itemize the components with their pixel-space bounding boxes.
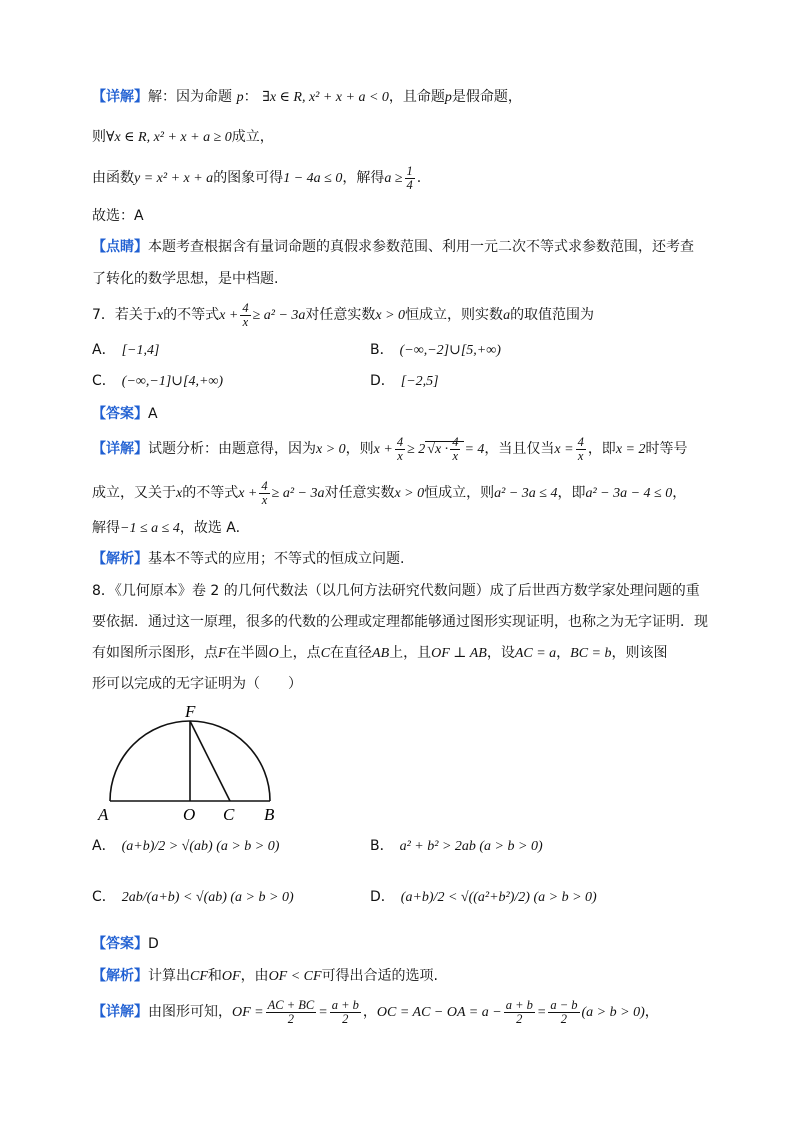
sqrt: √x · $\frac{4}{x}$ <box>425 441 464 457</box>
q8-stem-line-4: 形可以完成的无字证明为（ ） <box>92 676 302 692</box>
q7-answer: 【答案】A <box>92 406 158 422</box>
q7-detail-line-1: 【详解】试题分析：由题意得，因为x > 0，则x + $\frac{4}{x}$ ≥ 2 √x · $\frac{4}{x}$ = 4，当且仅当x = $\frac{4}{x}$ ，即x = 2时等号 <box>92 434 688 464</box>
q8-stem-line-3: 有如图所示图形，点F在半圆O上，点C在直径AB上，且OF ⊥ AB，设AC = a，BC = b，则该图 <box>92 645 668 661</box>
q7-option-a: A． [−1,4] <box>92 342 160 358</box>
detail-tag: 【详解】 <box>92 1004 148 1020</box>
q8-option-a: A． (a+b)/2 > √(ab) (a > b > 0) <box>92 838 280 854</box>
q7-analysis: 【解析】基本不等式的应用；不等式的恒成立问题. <box>92 551 405 567</box>
q8-answer: 【答案】D <box>92 936 159 952</box>
fraction: $\frac{1}{4}$ <box>406 163 413 192</box>
answer-tag: 【答案】 <box>92 406 148 422</box>
fraction: $\frac{a - b}{2}$ <box>550 997 578 1026</box>
p6-dianjing-line-2: 了转化的数学思想，是中档题. <box>92 271 279 287</box>
detail-tag: 【详解】 <box>92 441 148 457</box>
fraction: $\frac{AC + BC}{2}$ <box>267 997 315 1026</box>
p6-detail-line-1: 【详解】解：因为命题 p： ∃x ∈ R, x² + x + a < 0，且命题p是假命题， <box>92 89 522 105</box>
analysis-tag: 【解析】 <box>92 551 148 567</box>
q8-option-d: D． (a+b)/2 < √((a²+b²)/2) (a > b > 0) <box>370 889 597 905</box>
label-a: A <box>98 805 109 824</box>
analysis-tag: 【解析】 <box>92 968 148 984</box>
fraction: $\frac{a + b}{2}$ <box>505 997 533 1026</box>
segment-cf <box>190 721 230 801</box>
q7-detail-line-3: 解得−1 ≤ a ≤ 4，故选 A. <box>92 520 241 536</box>
dianjing-tag: 【点睛】 <box>92 239 148 255</box>
p6-detail-line-3: 由函数y = x² + x + a的图象可得1 − 4a ≤ 0，解得a ≥ $\frac{1}{4}$ . <box>92 163 422 192</box>
fraction: $\frac{4}{x}$ <box>396 434 404 463</box>
q8-analysis: 【解析】计算出CF和OF，由OF < CF可得出合适的选项. <box>92 968 439 984</box>
q7-option-c: C． (−∞,−1]∪[4,+∞) <box>92 373 224 389</box>
label-f: F <box>185 702 196 721</box>
fraction: $\frac{4}{x}$ <box>242 300 249 329</box>
label-c: C <box>223 805 235 824</box>
q7-stem: 7．若关于x的不等式x + $\frac{4}{x}$ ≥ a² − 3a对任意实数x > 0恒成立，则实数a的取值范围为 <box>92 300 595 329</box>
fraction: $\frac{a + b}{2}$ <box>331 997 359 1026</box>
label-b: B <box>264 805 275 824</box>
q7-detail-line-2: 成立，又关于x的不等式x + $\frac{4}{x}$ ≥ a² − 3a对任意实数x > 0恒成立，则a² − 3a ≤ 4，即a² − 3a − 4 ≤ 0， <box>92 478 687 507</box>
q8-detail: 【详解】由图形可知，OF = $\frac{AC + BC}{2}$ = $\frac{a + b}{2}$ ，OC = AC − OA = a − $\frac{a + b}{2}$ = $\frac{a - b}{2}$ (a > b > 0)， <box>92 997 659 1026</box>
fraction: $\frac{4}{x}$ <box>261 478 268 507</box>
semicircle-figure <box>90 700 290 828</box>
fraction: $\frac{4}{x}$ <box>577 434 584 463</box>
answer-tag: 【答案】 <box>92 936 148 952</box>
detail-tag: 【详解】 <box>92 89 148 105</box>
q7-option-d: D． [−2,5] <box>370 373 439 389</box>
p6-conclusion: 故选：A <box>92 208 144 224</box>
p6-detail-line-2: 则∀x ∈ R, x² + x + a ≥ 0成立， <box>92 129 274 145</box>
p6-dianjing-line-1: 【点睛】本题考查根据含有量词命题的真假求参数范围、利用一元二次不等式求参数范围，还考查 <box>92 239 694 255</box>
q8-stem-line-1: 8．《几何原本》卷 2 的几何代数法（以几何方法研究代数问题）成了后世西方数学家处理问题的重 <box>92 583 700 599</box>
label-o: O <box>183 805 196 824</box>
q8-stem-line-2: 要依据．通过这一原理，很多的代数的公理或定理都能够通过图形实现证明，也称之为无字证明．现 <box>92 614 708 630</box>
q8-option-c: C． 2ab/(a+b) < √(ab) (a > b > 0) <box>92 889 294 905</box>
q8-option-b: B． a² + b² > 2ab (a > b > 0) <box>370 838 543 854</box>
q7-option-b: B． (−∞,−2]∪[5,+∞) <box>370 342 501 358</box>
